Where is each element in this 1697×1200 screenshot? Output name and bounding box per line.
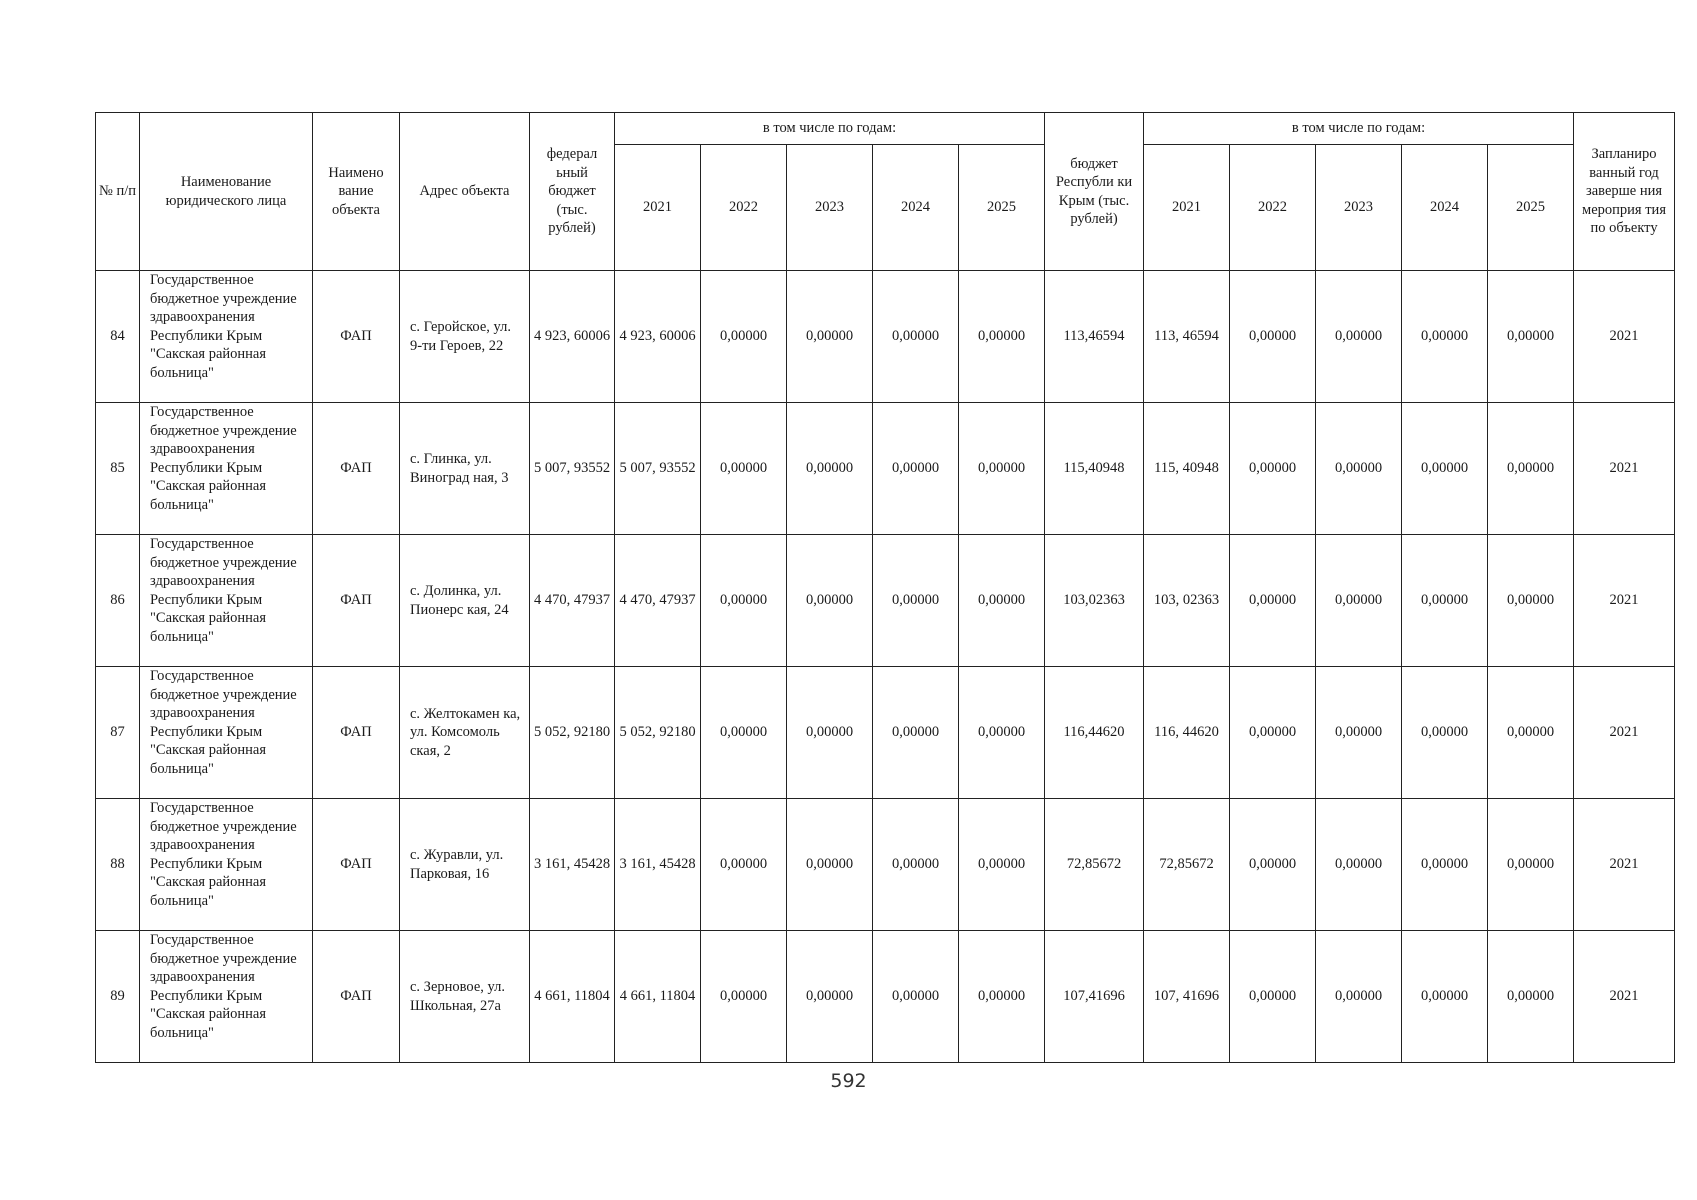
row-reg-2025: 0,00000	[1488, 271, 1574, 403]
page-number: 592	[830, 1070, 867, 1092]
row-object-name: ФАП	[313, 271, 400, 403]
header-object-name: Наимено вание объекта	[313, 113, 400, 271]
row-reg-2025: 0,00000	[1488, 535, 1574, 667]
row-reg-2024: 0,00000	[1402, 535, 1488, 667]
header-legal-entity: Наименование юридического лица	[140, 113, 313, 271]
row-fed-2025: 0,00000	[959, 271, 1045, 403]
row-federal-total: 4 923, 60006	[530, 271, 615, 403]
header-regional-budget: бюджет Республи ки Крым (тыс. рублей)	[1045, 113, 1144, 271]
row-fed-2022: 0,00000	[701, 535, 787, 667]
row-legal-entity: Государственное бюджетное учреждение здравоохранения Республики Крым "Сакская районная больница"	[140, 403, 313, 535]
row-planned-year: 2021	[1574, 667, 1675, 799]
row-regional-total: 116,44620	[1045, 667, 1144, 799]
row-fed-2021: 5 052, 92180	[615, 667, 701, 799]
row-reg-2022: 0,00000	[1230, 403, 1316, 535]
row-reg-2021: 72,85672	[1144, 799, 1230, 931]
row-fed-2022: 0,00000	[701, 799, 787, 931]
row-fed-2024: 0,00000	[873, 799, 959, 931]
table-row	[96, 931, 1675, 1063]
row-fed-2025: 0,00000	[959, 535, 1045, 667]
row-fed-2023: 0,00000	[787, 799, 873, 931]
row-fed-2021: 4 470, 47937	[615, 535, 701, 667]
row-planned-year: 2021	[1574, 799, 1675, 931]
header-by-years-regional: в том числе по годам:	[1144, 113, 1574, 145]
row-reg-2024: 0,00000	[1402, 271, 1488, 403]
row-reg-2025: 0,00000	[1488, 799, 1574, 931]
row-object-name: ФАП	[313, 667, 400, 799]
row-reg-2022: 0,00000	[1230, 535, 1316, 667]
row-num: 86	[96, 535, 140, 667]
row-federal-total: 4 470, 47937	[530, 535, 615, 667]
row-planned-year: 2021	[1574, 403, 1675, 535]
row-fed-2022: 0,00000	[701, 403, 787, 535]
row-regional-total: 72,85672	[1045, 799, 1144, 931]
row-reg-2023: 0,00000	[1316, 931, 1402, 1063]
row-fed-2021: 3 161, 45428	[615, 799, 701, 931]
row-fed-2024: 0,00000	[873, 667, 959, 799]
row-fed-2021: 4 661, 11804	[615, 931, 701, 1063]
row-object-name: ФАП	[313, 403, 400, 535]
row-planned-year: 2021	[1574, 931, 1675, 1063]
row-fed-2023: 0,00000	[787, 667, 873, 799]
row-object-name: ФАП	[313, 799, 400, 931]
row-reg-2025: 0,00000	[1488, 667, 1574, 799]
row-federal-total: 3 161, 45428	[530, 799, 615, 931]
row-reg-2024: 0,00000	[1402, 403, 1488, 535]
row-reg-2021: 113, 46594	[1144, 271, 1230, 403]
row-regional-total: 113,46594	[1045, 271, 1144, 403]
table-row	[96, 535, 1675, 667]
row-regional-total: 103,02363	[1045, 535, 1144, 667]
row-fed-2024: 0,00000	[873, 271, 959, 403]
row-planned-year: 2021	[1574, 271, 1675, 403]
row-address: с. Журавли, ул. Парковая, 16	[400, 799, 530, 931]
row-num: 88	[96, 799, 140, 931]
row-fed-2021: 4 923, 60006	[615, 271, 701, 403]
row-reg-2023: 0,00000	[1316, 403, 1402, 535]
row-reg-2021: 116, 44620	[1144, 667, 1230, 799]
table-row	[96, 271, 1675, 403]
row-reg-2025: 0,00000	[1488, 931, 1574, 1063]
row-fed-2023: 0,00000	[787, 271, 873, 403]
row-fed-2025: 0,00000	[959, 931, 1045, 1063]
row-legal-entity: Государственное бюджетное учреждение здравоохранения Республики Крым "Сакская районная больница"	[140, 271, 313, 403]
budget-table	[95, 112, 1675, 1063]
header-fed-year: 2021	[615, 145, 701, 271]
row-reg-2022: 0,00000	[1230, 931, 1316, 1063]
row-reg-2021: 107, 41696	[1144, 931, 1230, 1063]
row-object-name: ФАП	[313, 931, 400, 1063]
row-address: с. Долинка, ул. Пионерс кая, 24	[400, 535, 530, 667]
header-num: № п/п	[96, 113, 140, 271]
row-fed-2025: 0,00000	[959, 667, 1045, 799]
row-object-name: ФАП	[313, 535, 400, 667]
header-reg-year: 2025	[1488, 145, 1574, 271]
header-reg-year: 2022	[1230, 145, 1316, 271]
row-fed-2024: 0,00000	[873, 931, 959, 1063]
header-fed-year: 2022	[701, 145, 787, 271]
row-legal-entity: Государственное бюджетное учреждение здравоохранения Республики Крым "Сакская районная больница"	[140, 667, 313, 799]
row-legal-entity: Государственное бюджетное учреждение здравоохранения Республики Крым "Сакская районная больница"	[140, 535, 313, 667]
row-reg-2024: 0,00000	[1402, 799, 1488, 931]
header-reg-year: 2024	[1402, 145, 1488, 271]
row-reg-2022: 0,00000	[1230, 799, 1316, 931]
table-row	[96, 403, 1675, 535]
row-legal-entity: Государственное бюджетное учреждение здравоохранения Республики Крым "Сакская районная больница"	[140, 799, 313, 931]
row-reg-2023: 0,00000	[1316, 667, 1402, 799]
row-fed-2023: 0,00000	[787, 403, 873, 535]
row-reg-2022: 0,00000	[1230, 271, 1316, 403]
row-reg-2025: 0,00000	[1488, 403, 1574, 535]
row-address: с. Зерновое, ул. Школьная, 27а	[400, 931, 530, 1063]
row-fed-2025: 0,00000	[959, 799, 1045, 931]
header-by-years-federal: в том числе по годам:	[615, 113, 1045, 145]
row-regional-total: 115,40948	[1045, 403, 1144, 535]
row-num: 89	[96, 931, 140, 1063]
row-reg-2021: 103, 02363	[1144, 535, 1230, 667]
header-reg-year: 2023	[1316, 145, 1402, 271]
row-reg-2023: 0,00000	[1316, 535, 1402, 667]
row-regional-total: 107,41696	[1045, 931, 1144, 1063]
row-num: 84	[96, 271, 140, 403]
row-reg-2024: 0,00000	[1402, 931, 1488, 1063]
table-row	[96, 667, 1675, 799]
row-federal-total: 5 052, 92180	[530, 667, 615, 799]
row-fed-2022: 0,00000	[701, 667, 787, 799]
row-planned-year: 2021	[1574, 535, 1675, 667]
row-address: с. Желтокамен ка, ул. Комсомоль ская, 2	[400, 667, 530, 799]
header-address: Адрес объекта	[400, 113, 530, 271]
row-fed-2025: 0,00000	[959, 403, 1045, 535]
row-fed-2024: 0,00000	[873, 403, 959, 535]
row-address: с. Геройское, ул. 9-ти Героев, 22	[400, 271, 530, 403]
row-fed-2023: 0,00000	[787, 535, 873, 667]
row-num: 85	[96, 403, 140, 535]
row-reg-2022: 0,00000	[1230, 667, 1316, 799]
row-fed-2022: 0,00000	[701, 931, 787, 1063]
header-federal-budget: федерал ьный бюджет (тыс. рублей)	[530, 113, 615, 271]
header-fed-year: 2025	[959, 145, 1045, 271]
header-reg-year: 2021	[1144, 145, 1230, 271]
row-reg-2023: 0,00000	[1316, 271, 1402, 403]
header-planned-year: Запланиро ванный год заверше ния мероприя тия по объекту	[1574, 113, 1675, 271]
row-legal-entity: Государственное бюджетное учреждение здравоохранения Республики Крым "Сакская районная больница"	[140, 931, 313, 1063]
row-address: с. Глинка, ул. Виноград ная, 3	[400, 403, 530, 535]
row-fed-2024: 0,00000	[873, 535, 959, 667]
row-reg-2021: 115, 40948	[1144, 403, 1230, 535]
row-reg-2024: 0,00000	[1402, 667, 1488, 799]
row-num: 87	[96, 667, 140, 799]
table-row	[96, 799, 1675, 931]
row-fed-2021: 5 007, 93552	[615, 403, 701, 535]
header-fed-year: 2024	[873, 145, 959, 271]
row-reg-2023: 0,00000	[1316, 799, 1402, 931]
row-federal-total: 4 661, 11804	[530, 931, 615, 1063]
row-fed-2023: 0,00000	[787, 931, 873, 1063]
row-fed-2022: 0,00000	[701, 271, 787, 403]
header-fed-year: 2023	[787, 145, 873, 271]
row-federal-total: 5 007, 93552	[530, 403, 615, 535]
